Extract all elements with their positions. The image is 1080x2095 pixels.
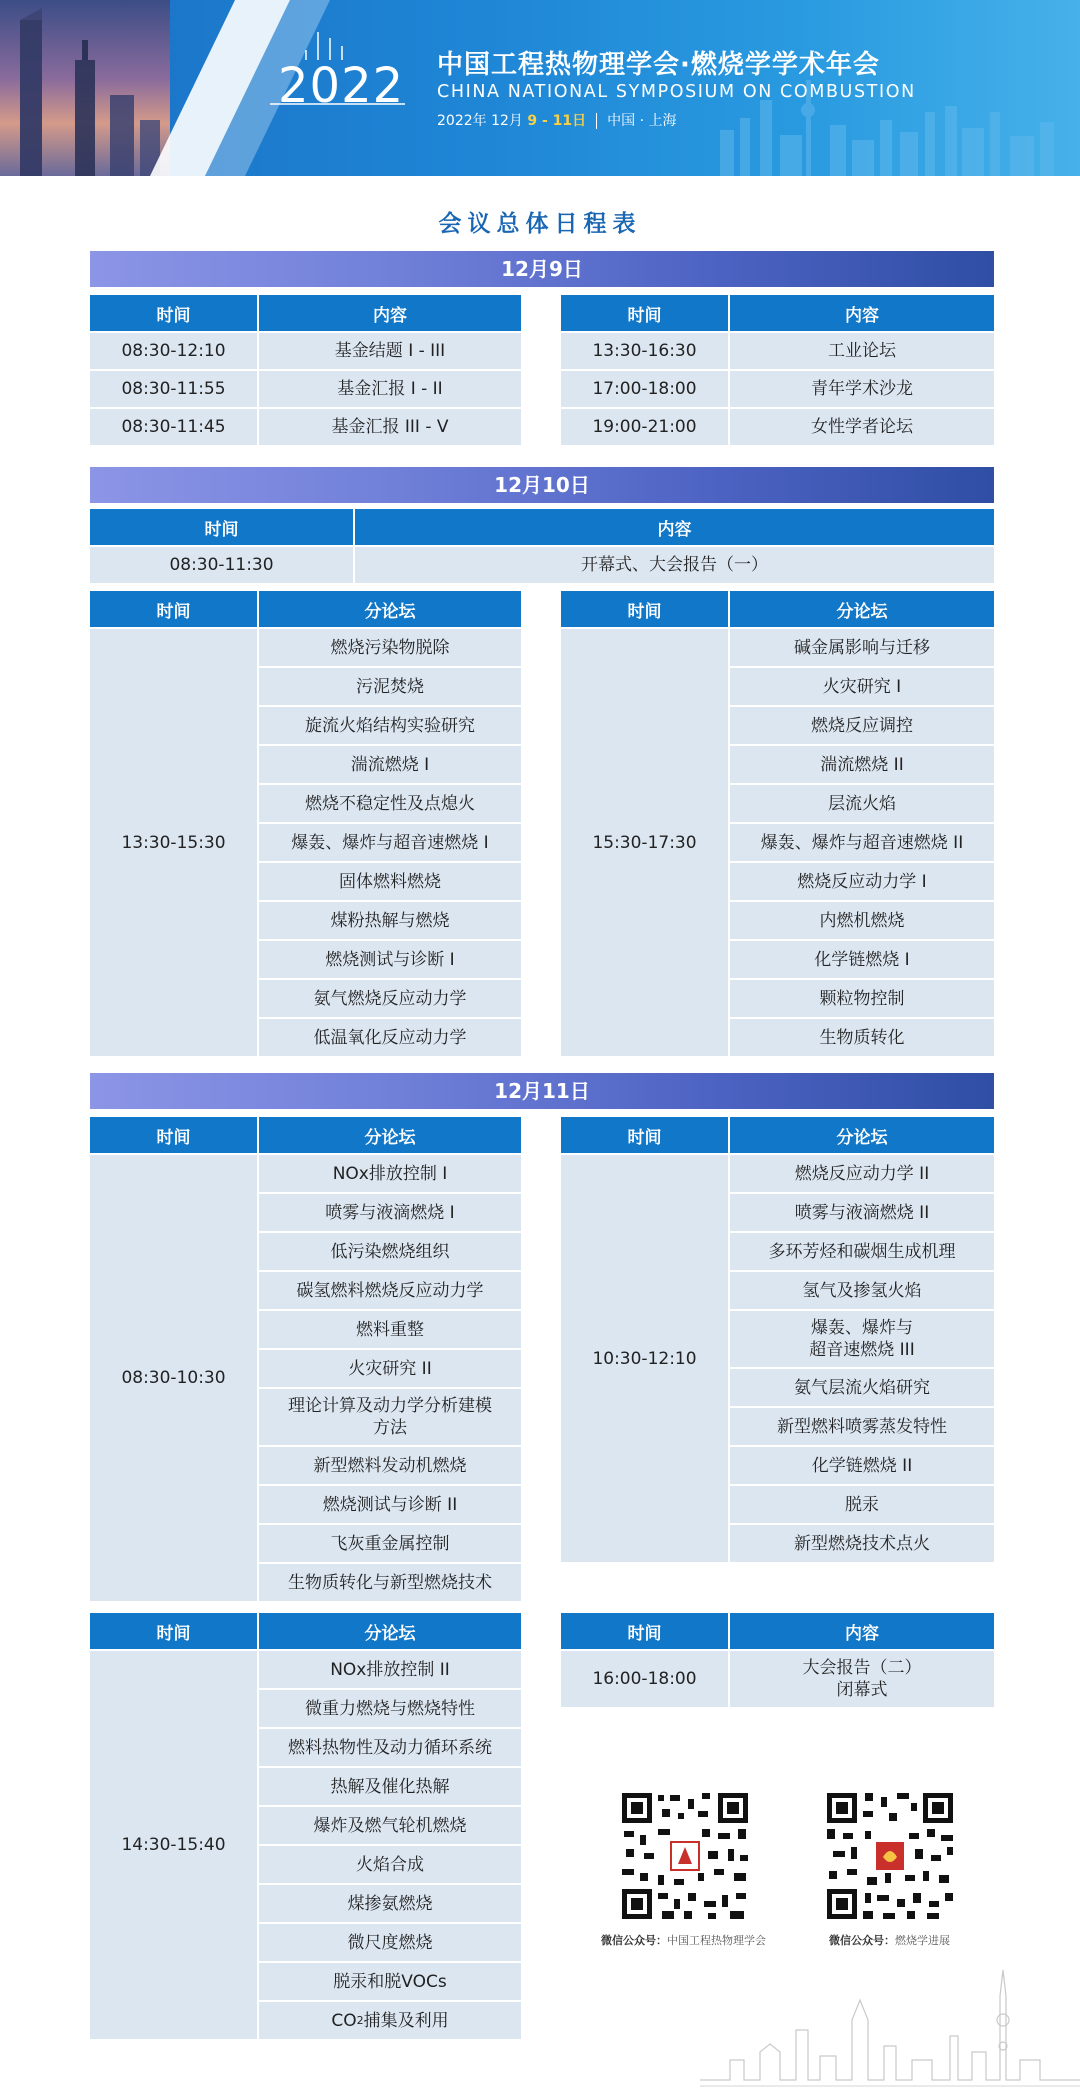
cell-time: 08:30-11:45	[90, 409, 257, 445]
cell-forum: 新型燃烧技术点火	[730, 1525, 994, 1562]
col-header-time: 时间	[90, 295, 257, 331]
cell-forum: 火焰合成	[259, 1846, 521, 1883]
qr-caption-name: 中国工程热物理学会	[667, 1934, 766, 1947]
cell-forum: 新型燃料发动机燃烧	[259, 1447, 521, 1484]
cell-forum: 氨气燃烧反应动力学	[259, 980, 521, 1017]
col-header-forum: 分论坛	[259, 591, 521, 627]
day3-afternoon-left	[90, 1613, 521, 2039]
cell-content: 青年学术沙龙	[730, 371, 994, 407]
col-header-time: 时间	[561, 1117, 728, 1153]
qr-code-1[interactable]	[618, 1789, 752, 1923]
cell-forum: 生物质转化	[730, 1019, 994, 1056]
cell-time: 08:30-11:30	[90, 547, 353, 583]
cell-content: 基金汇报 III - V	[259, 409, 521, 445]
cell-forum: 燃料热物性及动力循环系统	[259, 1729, 521, 1766]
cell-time: 08:30-12:10	[90, 333, 257, 369]
cell-time: 08:30-10:30	[90, 1155, 257, 1601]
cell-forum: 燃烧测试与诊断 I	[259, 941, 521, 978]
col-header-time: 时间	[90, 509, 353, 545]
cell-forum: 爆轰、爆炸与 超音速燃烧 III	[730, 1311, 994, 1367]
cell-time: 13:30-16:30	[561, 333, 728, 369]
col-header-time: 时间	[90, 1117, 257, 1153]
col-header-forum: 分论坛	[259, 1117, 521, 1153]
cell-content: 开幕式、大会报告（一）	[355, 547, 994, 583]
content-line-2: 闭幕式	[836, 1680, 888, 1700]
col-header-time: 时间	[90, 591, 257, 627]
cell-forum: 低温氧化反应动力学	[259, 1019, 521, 1056]
cell-forum: 燃烧反应调控	[730, 707, 994, 744]
col-header-time: 时间	[561, 591, 728, 627]
banner-year: 2022	[278, 58, 405, 114]
qr-caption-label: 微信公众号：	[829, 1934, 895, 1947]
cell-time: 19:00-21:00	[561, 409, 728, 445]
col-header-time: 时间	[90, 1613, 257, 1649]
cell-forum: 理论计算及动力学分析建模 方法	[259, 1389, 521, 1445]
cell-forum: 脱汞和脱VOCs	[259, 1963, 521, 2000]
day2-right-forums	[561, 591, 994, 1056]
cell-forum: 内燃机燃烧	[730, 902, 994, 939]
cell-forum: 煤掺氨燃烧	[259, 1885, 521, 1922]
cell-forum: 火灾研究 II	[259, 1350, 521, 1387]
cell-forum: 火灾研究 I	[730, 668, 994, 705]
day1-left-table	[90, 295, 521, 445]
cell-content	[730, 1651, 994, 1707]
cell-forum: 喷雾与液滴燃烧 II	[730, 1194, 994, 1231]
day2-plenary-table	[90, 509, 994, 583]
cell-time: 10:30-12:10	[561, 1155, 728, 1562]
cell-forum: 低污染燃烧组织	[259, 1233, 521, 1270]
cell-forum: 燃烧不稳定性及点熄火	[259, 785, 521, 822]
cell-forum: 微重力燃烧与燃烧特性	[259, 1690, 521, 1727]
cell-forum: 燃烧反应动力学 I	[730, 863, 994, 900]
page-title: 会议总体日程表	[438, 211, 642, 237]
footer-skyline	[700, 1960, 1080, 2095]
day3-morning-right	[561, 1117, 994, 1562]
cell-forum: 燃烧测试与诊断 II	[259, 1486, 521, 1523]
cell-content: 基金汇报 I - II	[259, 371, 521, 407]
col-header-content: 内容	[259, 295, 521, 331]
col-header-time: 时间	[561, 295, 728, 331]
banner-subtitle: CHINA NATIONAL SYMPOSIUM ON COMBUSTION	[437, 82, 916, 102]
day-bar-dec-9: 12月9日	[90, 251, 994, 287]
cell-forum: 爆轰、爆炸与超音速燃烧 I	[259, 824, 521, 861]
day2-left-forums	[90, 591, 521, 1056]
cell-forum: 燃烧污染物脱除	[259, 629, 521, 666]
cell-forum: 层流火焰	[730, 785, 994, 822]
co2-suffix: 捕集及利用	[363, 2010, 449, 2031]
cell-time: 15:30-17:30	[561, 629, 728, 1056]
qr-code-2[interactable]	[823, 1789, 957, 1923]
col-header-content: 内容	[355, 509, 994, 545]
cell-forum: 爆炸及燃气轮机燃烧	[259, 1807, 521, 1844]
cell-forum: 固体燃料燃烧	[259, 863, 521, 900]
qr-caption-2	[829, 1932, 950, 1948]
qr-caption-1	[601, 1932, 766, 1948]
cell-time: 13:30-15:30	[90, 629, 257, 1056]
cell-forum: 氨气层流火焰研究	[730, 1369, 994, 1406]
cell-forum: NOx排放控制 I	[259, 1155, 521, 1192]
col-header-forum: 分论坛	[259, 1613, 521, 1649]
date-separator	[596, 113, 597, 129]
qr-caption-label: 微信公众号：	[601, 1934, 667, 1947]
cell-forum: NOx排放控制 II	[259, 1651, 521, 1688]
cell-forum: 化学链燃烧 II	[730, 1447, 994, 1484]
banner-date-line	[437, 110, 677, 130]
cell-forum: 喷雾与液滴燃烧 I	[259, 1194, 521, 1231]
day3-afternoon-right	[561, 1613, 994, 1707]
cell-forum: 燃烧反应动力学 II	[730, 1155, 994, 1192]
cell-forum: 飞灰重金属控制	[259, 1525, 521, 1562]
cell-forum: 微尺度燃烧	[259, 1924, 521, 1961]
header-banner	[0, 0, 1080, 176]
qr-caption-name: 燃烧学进展	[895, 1934, 950, 1947]
cell-forum: 脱汞	[730, 1486, 994, 1523]
banner-title: 中国工程热物理学会·燃烧学学术年会	[437, 50, 880, 80]
cell-forum: 燃料重整	[259, 1311, 521, 1348]
cell-content: 工业论坛	[730, 333, 994, 369]
col-header-content: 内容	[730, 1613, 994, 1649]
cell-forum: 热解及催化热解	[259, 1768, 521, 1805]
cell-forum: 碱金属影响与迁移	[730, 629, 994, 666]
cell-time: 17:00-18:00	[561, 371, 728, 407]
cell-forum: 颗粒物控制	[730, 980, 994, 1017]
col-header-time: 时间	[561, 1613, 728, 1649]
location-text: 中国 · 上海	[607, 113, 677, 129]
cell-forum: 新型燃料喷雾蒸发特性	[730, 1408, 994, 1445]
cell-forum: 旋流火焰结构实验研究	[259, 707, 521, 744]
cell-time: 16:00-18:00	[561, 1651, 728, 1707]
cell-content: 基金结题 I - III	[259, 333, 521, 369]
cell-forum: 污泥焚烧	[259, 668, 521, 705]
cell-forum: 碳氢燃料燃烧反应动力学	[259, 1272, 521, 1309]
cell-forum: 生物质转化与新型燃烧技术	[259, 1564, 521, 1601]
col-header-content: 内容	[730, 295, 994, 331]
content-line-1: 大会报告（二）	[802, 1658, 922, 1678]
cell-forum: 湍流燃烧 I	[259, 746, 521, 783]
cell-content: 女性学者论坛	[730, 409, 994, 445]
co2-subscript: 2	[356, 2013, 364, 2027]
cell-forum: 爆轰、爆炸与超音速燃烧 II	[730, 824, 994, 861]
cell-forum: 氢气及掺氢火焰	[730, 1272, 994, 1309]
cell-forum: 多环芳烃和碳烟生成机理	[730, 1233, 994, 1270]
cell-forum: 煤粉热解与燃烧	[259, 902, 521, 939]
day-bar-dec-10: 12月10日	[90, 467, 994, 503]
day-bar-dec-11: 12月11日	[90, 1073, 994, 1109]
day3-morning-left	[90, 1117, 521, 1601]
day1-right-table	[561, 295, 994, 445]
date-highlight: 9 - 11日	[527, 113, 587, 129]
cell-time: 14:30-15:40	[90, 1651, 257, 2039]
col-header-forum: 分论坛	[730, 1117, 994, 1153]
cell-time: 08:30-11:55	[90, 371, 257, 407]
cell-forum-co2	[259, 2002, 521, 2039]
co2-prefix: CO	[331, 2010, 357, 2031]
cell-forum: 化学链燃烧 I	[730, 941, 994, 978]
date-prefix: 2022年 12月	[437, 113, 528, 129]
cell-forum: 湍流燃烧 II	[730, 746, 994, 783]
col-header-forum: 分论坛	[730, 591, 994, 627]
